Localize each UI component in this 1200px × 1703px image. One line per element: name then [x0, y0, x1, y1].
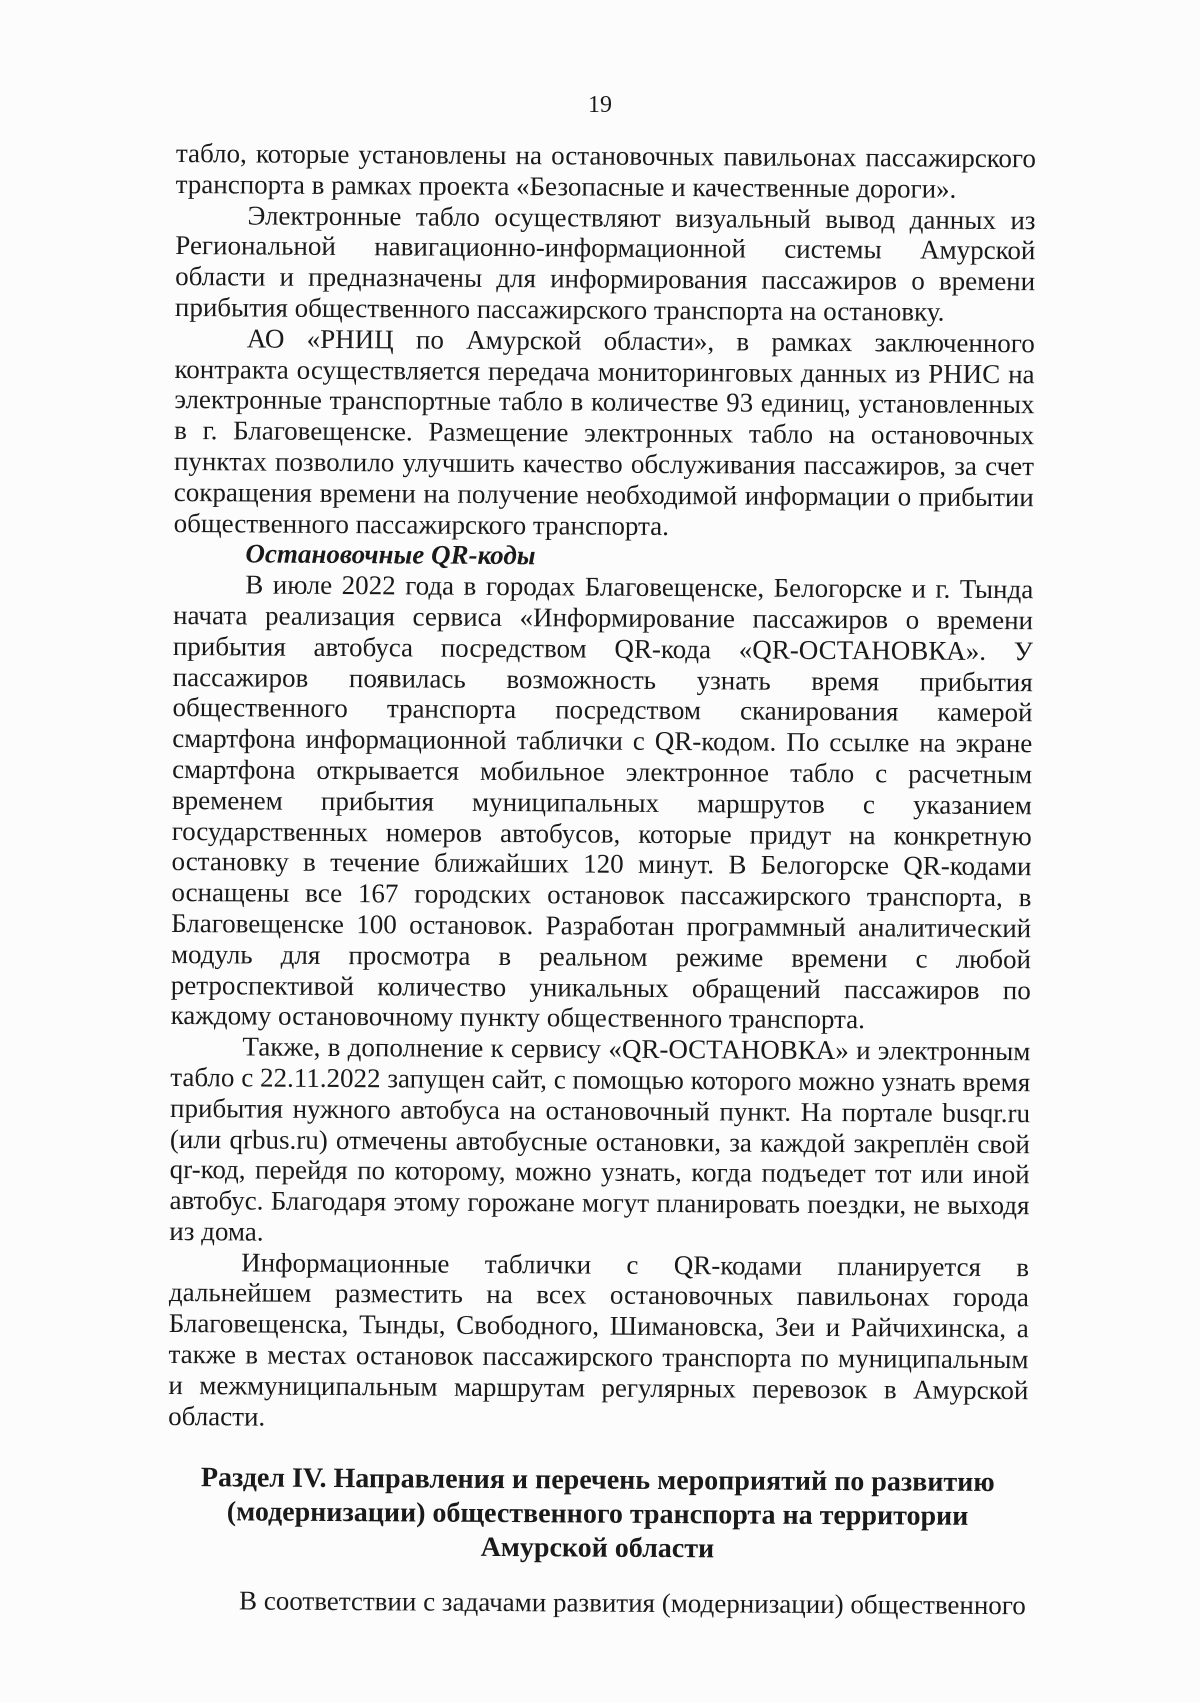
section-title-line-3: Амурской области	[480, 1532, 715, 1565]
paragraph-electronic-boards: Электронные табло осуществляют визуальный вывод данных из Региональной навигационно-информационной системы Амурской области и предназначены для информирования пассажиров о времени прибытия общественного пассажирского транспорта на остановку.	[174, 200, 1036, 327]
paragraph-website: Также, в дополнение к сервису «QR-ОСТАНОВКА» и электронным табло с 22.11.2022 запущен сайт, с помощью которого можно узнать время прибытия нужного автобуса на остановочный пункт. На портале busqr.ru (или qrbus.ru) отмечены автобусные остановки, за каждой закреплён свой qr-код, перейдя по которому, можно узнать, когда подъедет тот или иной автобус. Благодаря этому горожане могут планировать поездки, не выходя из дома.	[169, 1031, 1031, 1247]
paragraph-continuation: табло, которые установлены на остановочных павильонах пассажирского транспорта в рамках проекта «Безопасные и качественные дороги».	[175, 138, 1036, 204]
paragraph-qr-service: В июле 2022 года в городах Благовещенске, Белогорске и г. Тында начата реализация сервиса «Информирование пассажиров о времени прибытия автобуса посредством QR-кода «QR-ОСТАНОВКА». У пассажиров появилась возможность узнать время прибытия общественного транспорта посредством сканирования камерой смартфона информационной таблички с QR-кодом. По ссылке на экране смартфона открывается мобильное электронное табло с расчетным временем прибытия муниципальных маршрутов с указанием государственных номеров автобусов, которые придут на конкретную остановку в течение ближайших 120 минут. В Белогорске QR-кодами оснащены все 167 городских остановок пассажирского транспорта, в Благовещенске 100 остановок. Разработан программный аналитический модуль для просмотра в реальном режиме времени с любой ретроспективой количество уникальных обращений пассажиров по каждому остановочному пункту общественного транспорта.	[170, 569, 1034, 1035]
section-title-line-2: (модернизации) общественного транспорта на территории	[226, 1496, 969, 1533]
section-title-line-1: Раздел IV. Направления и перечень мероприятий по развитию	[200, 1462, 995, 1499]
paragraph-final: В соответствии с задачами развития (модернизации) общественного	[238, 1585, 1026, 1621]
page-number: 19	[588, 92, 612, 118]
paragraph-rnic: АО «РНИЦ по Амурской области», в рамках заключенного контракта осуществляется передача мониторинговых данных из РНИС на электронные транспортные табло в количестве 93 единиц, установленных в г. Благовещенске. Размещение электронных табло на остановочных пунктах позволило улучшить качество обслуживания пассажиров, за счет сокращения времени на получение необходимой информации о прибытии общественного пассажирского транспорта.	[173, 323, 1035, 541]
paragraph-plans: Информационные таблички с QR-кодами планируется в дальнейшем разместить на всех остановочных павильонах города Благовещенска, Тынды, Свободного, Шимановска, Зеи и Райчихинска, а также в местах остановок пассажирского транспорта по муниципальным и межмуниципальным маршрутам регулярных перевозок в Амурской области.	[168, 1247, 1030, 1432]
section-title	[167, 1461, 1028, 1568]
subheading-qr-codes: Остановочные QR-коды	[245, 538, 536, 571]
document-body	[167, 138, 1036, 1621]
